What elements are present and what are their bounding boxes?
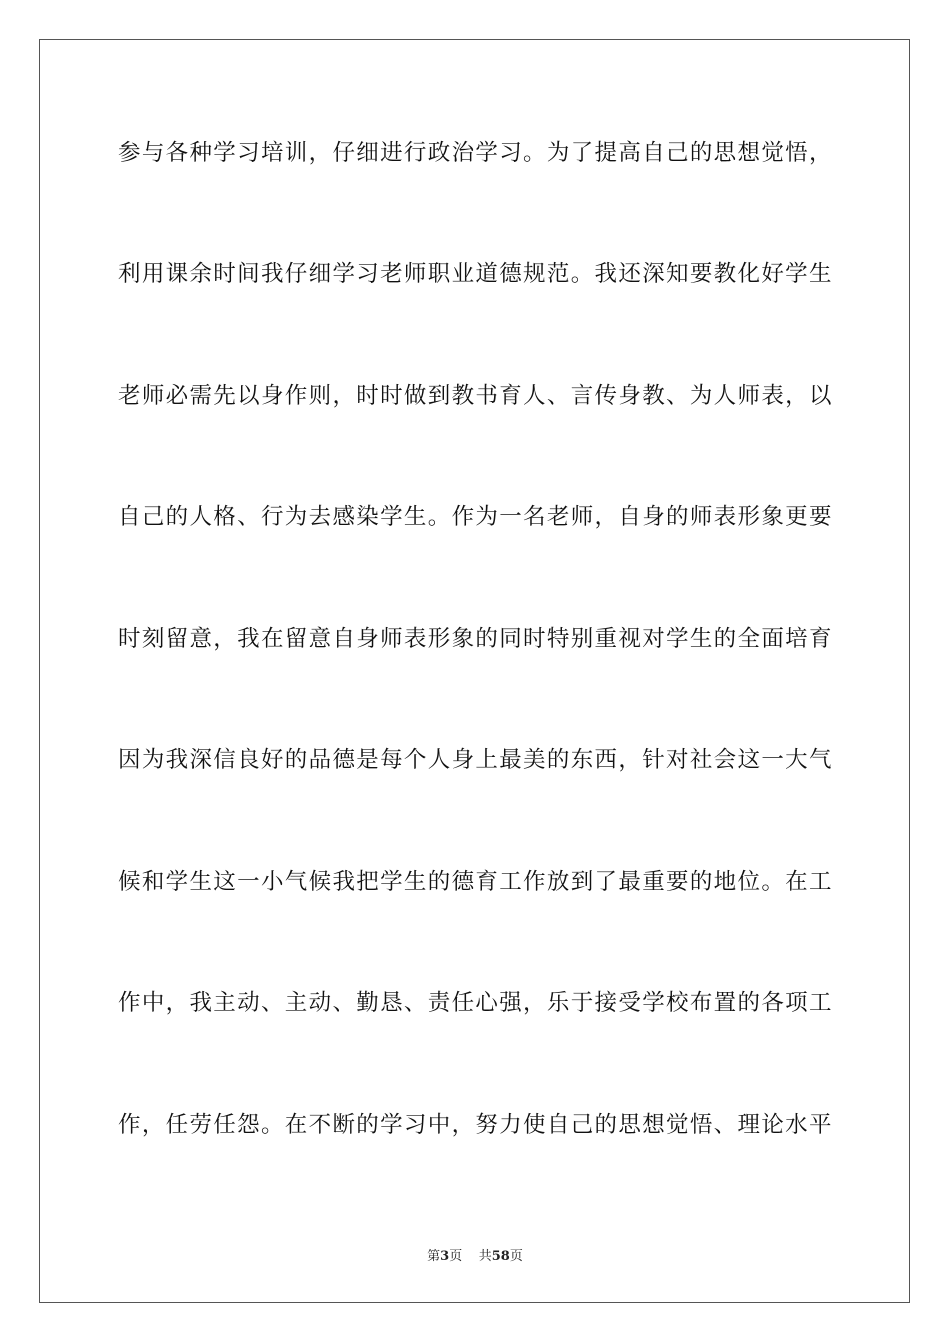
total-prefix: 共 (478, 1249, 492, 1264)
total-pages: 58 (491, 1249, 510, 1264)
page-footer (0, 1248, 950, 1266)
body-text-line-5: 时刻留意，我在留意自身师表形象的同时特别重视对学生的全面培育 (118, 626, 832, 652)
total-suffix: 页 (509, 1249, 523, 1264)
body-text-line-6: 因为我深信良好的品德是每个人身上最美的东西，针对社会这一大气 (118, 747, 832, 773)
body-text-line-4: 自己的人格、行为去感染学生。作为一名老师，自身的师表形象更要 (118, 504, 832, 530)
body-text-line-9: 作，任劳任怨。在不断的学习中，努力使自己的思想觉悟、理论水平 (118, 1112, 832, 1138)
page-number: 3 (440, 1249, 450, 1264)
body-text-line-2: 利用课余时间我仔细学习老师职业道德规范。我还深知要教化好学生 (118, 261, 832, 287)
body-text-line-3: 老师必需先以身作则，时时做到教书育人、言传身教、为人师表，以 (118, 383, 832, 409)
body-text-line-7: 候和学生这一小气候我把学生的德育工作放到了最重要的地位。在工 (118, 869, 832, 895)
page-suffix: 页 (449, 1249, 463, 1264)
page-prefix: 第 (427, 1249, 441, 1264)
body-text-line-1: 参与各种学习培训，仔细进行政治学习。为了提高自己的思想觉悟， (118, 140, 832, 166)
body-text-line-8: 作中，我主动、主动、勤恳、责任心强，乐于接受学校布置的各项工 (118, 990, 832, 1016)
